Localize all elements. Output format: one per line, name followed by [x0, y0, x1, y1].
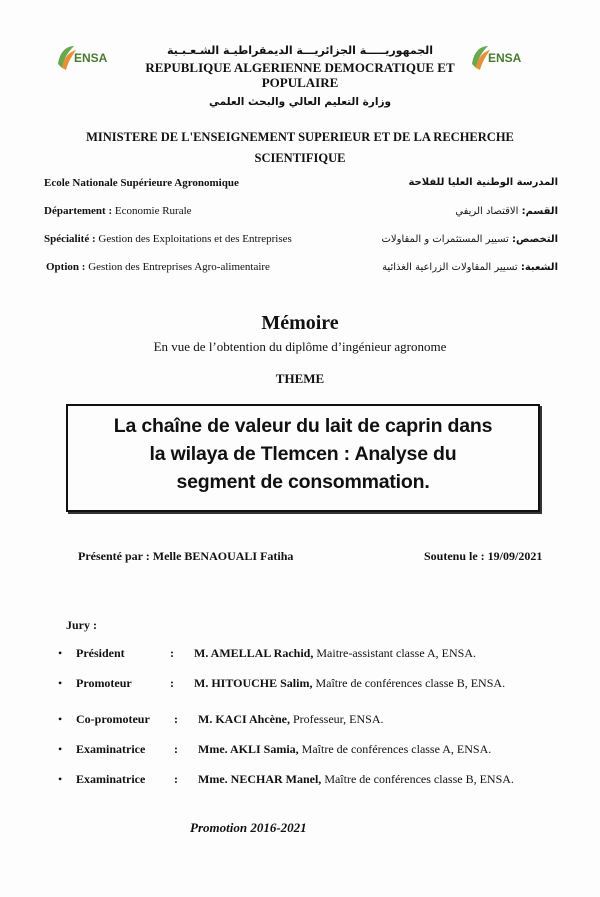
bullet-icon: •: [58, 646, 63, 660]
bullet-icon: •: [58, 712, 63, 726]
theme-label: THEME: [275, 371, 325, 386]
theme-line-3: segment de consommation.: [176, 471, 430, 493]
jury-member-name: Mme. NECHAR Manel,: [198, 772, 322, 786]
specialty-row-ar: [382, 234, 559, 245]
specialty-row: [44, 233, 292, 245]
jury-member: [194, 676, 505, 691]
jury-colon: :: [174, 742, 178, 756]
jury-label: Jury :: [66, 618, 97, 632]
jury-member-name: M. AMELLAL Rachid,: [194, 646, 314, 660]
ministry-title-line1: MINISTERE DE L'ENSEIGNEMENT SUPERIEUR ET DE LA RECHERCHE: [86, 130, 514, 144]
option-label: Option :: [46, 261, 86, 273]
republic-title-line2: POPULAIRE: [261, 75, 339, 90]
logo-right-text: ENSA: [488, 51, 522, 65]
specialty-label: Spécialité :: [44, 233, 96, 245]
jury-member-name: M. KACI Ahcène,: [198, 712, 290, 726]
bullet-icon: •: [58, 676, 63, 690]
jury-role: Promoteur: [76, 676, 132, 690]
jury-role: Examinatrice: [76, 742, 146, 756]
jury-colon: :: [170, 646, 174, 660]
specialty-value: Gestion des Exploitations et des Entreprises: [98, 233, 292, 245]
option-row: [46, 261, 270, 273]
bullet-icon: •: [58, 742, 63, 756]
ministry-title-line2: SCIENTIFIQUE: [254, 151, 346, 165]
jury-member: [194, 646, 476, 661]
promotion: Promotion 2016-2021: [190, 820, 307, 835]
jury-member-title: Maitre-assistant classe A, ENSA.: [313, 646, 476, 660]
department-row-ar: [455, 206, 558, 217]
jury-member-title: Professeur, ENSA.: [290, 712, 384, 726]
jury-role: Président: [76, 646, 125, 660]
presented-by: Présenté par : Melle BENAOUALI Fatiha: [78, 549, 294, 563]
jury-member-title: Maître de conférences classe A, ENSA.: [298, 742, 492, 756]
jury-role: Co-promoteur: [76, 712, 150, 726]
department-value: Economie Rurale: [114, 205, 192, 217]
jury-member: [198, 712, 384, 727]
arabic-ministry-title: وزارة التعليم العالي والبحث العلمي: [208, 96, 392, 108]
option-value: Gestion des Entreprises Agro-alimentaire: [88, 261, 270, 273]
specialty-ar-label: التخصص:: [512, 234, 558, 245]
jury-member-name: M. HITOUCHE Salim,: [194, 676, 313, 690]
theme-title: [68, 412, 538, 496]
theme-box: [66, 404, 540, 512]
republic-title-line1: REPUBLIQUE ALGERIENNE DEMOCRATIQUE ET: [145, 60, 455, 75]
department-ar-label: القسم:: [521, 206, 558, 217]
jury-colon: :: [170, 676, 174, 690]
department-label: Département :: [44, 205, 113, 217]
memoire-subtitle: En vue de l’obtention du diplôme d’ingénieur agronome: [153, 339, 447, 354]
logo-left-text: ENSA: [74, 51, 108, 65]
jury-member-title: Maître de conférences classe B, ENSA.: [312, 676, 506, 690]
memoire-title: Mémoire: [261, 312, 339, 334]
jury-colon: :: [174, 712, 178, 726]
department-row: [44, 205, 192, 217]
jury-colon: :: [174, 772, 178, 786]
theme-line-1: La chaîne de valeur du lait de caprin dans: [113, 415, 493, 437]
theme-line-2: la wilaya de Tlemcen : Analyse du: [149, 443, 457, 465]
bullet-icon: •: [58, 772, 63, 786]
school-name-ar: المدرسة الوطنية العليا للفلاحة: [408, 177, 558, 188]
jury-member-name: Mme. AKLI Samia,: [198, 742, 299, 756]
specialty-ar-value: تسيير المستثمرات و المقاولات: [381, 234, 509, 245]
jury-member-title: Maître de conférences classe B, ENSA.: [321, 772, 514, 786]
department-ar-value: الاقتصاد الريفي: [455, 206, 519, 217]
defended-on: Soutenu le : 19/09/2021: [424, 549, 543, 563]
jury-member: [198, 742, 491, 757]
option-ar-value: تسيير المقاولات الزراعية الغذائية: [382, 262, 518, 273]
arabic-republic-title: الجمهوريـــــة الجزائريـــة الديمقراطيـة الشـعـبـية: [166, 44, 434, 57]
jury-member: [198, 772, 514, 787]
school-name-fr: Ecole Nationale Supérieure Agronomique: [44, 177, 239, 189]
jury-role: Examinatrice: [76, 772, 146, 786]
option-row-ar: [382, 262, 558, 273]
option-ar-label: الشعبة:: [520, 262, 558, 273]
